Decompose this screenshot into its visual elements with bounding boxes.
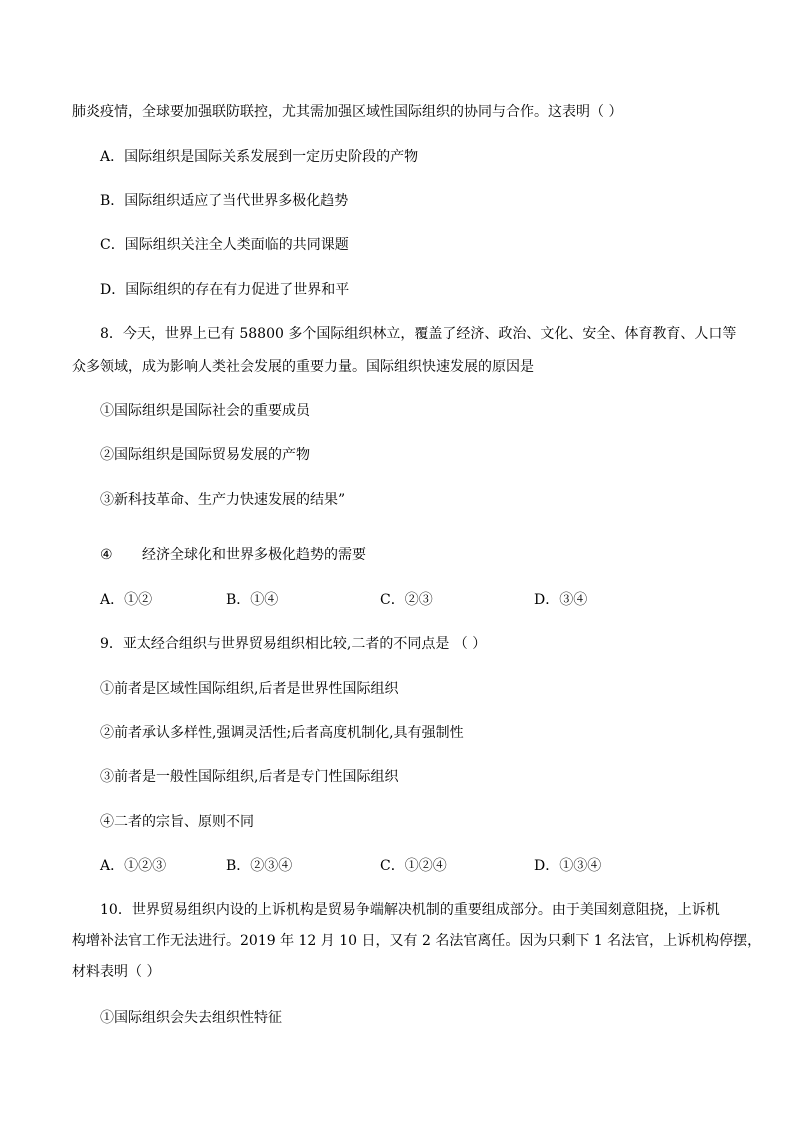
q9-choice-c: C．①②④	[380, 858, 447, 874]
q7-option-b: B．国际组织适应了当代世界多极化趋势	[100, 193, 349, 209]
q9-item-1: ①前者是区域性国际组织,后者是世界性国际组织	[100, 681, 399, 697]
q8-item-4-marker: ④	[100, 547, 113, 563]
q8-choice-a: A．①②	[100, 592, 153, 608]
q9-choice-a: A．①②③	[100, 858, 167, 874]
q8-item-1: ①国际组织是国际社会的重要成员	[100, 403, 310, 419]
q9-choice-d: D．①③④	[534, 858, 602, 874]
q7-stem-tail: 肺炎疫情，全球要加强联防联控，尤其需加强区域性国际组织的协同与合作。这表明（ ）	[72, 104, 623, 120]
q8-stem-line1: 8．今天，世界上已有 58800 多个国际组织林立，覆盖了经济、政治、文化、安全、体育教育、人口等	[100, 326, 737, 342]
q9-stem: 9．亚太经合组织与世界贸易组织相比较,二者的不同点是 （ ）	[100, 636, 487, 652]
q10-stem-line2: 构增补法官工作无法进行。2019 年 12 月 10 日，又有 2 名法官离任。因为只剩下 1 名法官，上诉机构停摆，	[72, 933, 762, 949]
q10-stem-line3: 材料表明（ ）	[72, 964, 161, 980]
q8-stem-line2: 众多领域，成为影响人类社会发展的重要力量。国际组织快速发展的原因是	[72, 359, 534, 375]
q8-item-4-text: 经济全球化和世界多极化趋势的需要	[142, 547, 366, 563]
q10-stem-line1: 10．世界贸易组织内设的上诉机构是贸易争端解决机制的重要组成部分。由于美国刻意阻挠，上诉机	[100, 902, 720, 918]
q7-option-d: D．国际组织的存在有力促进了世界和平	[100, 282, 350, 298]
q7-option-a: A．国际组织是国际关系发展到一定历史阶段的产物	[100, 149, 419, 165]
q8-choice-c: C．②③	[380, 592, 433, 608]
q8-choice-d: D．③④	[534, 592, 588, 608]
q8-item-4	[100, 545, 366, 565]
q8-choice-b: B．①④	[226, 592, 279, 608]
q9-choice-b: B．②③④	[226, 858, 293, 874]
q9-item-4: ④二者的宗旨、原则不同	[100, 814, 254, 830]
q8-item-3: ③新科技革命、生产力快速发展的结果”	[100, 492, 346, 508]
q8-item-2: ②国际组织是国际贸易发展的产物	[100, 447, 310, 463]
q9-item-2: ②前者承认多样性,强调灵活性;后者高度机制化,具有强制性	[100, 725, 464, 741]
q10-item-1: ①国际组织会失去组织性特征	[100, 1010, 282, 1026]
q7-option-c: C．国际组织关注全人类面临的共同课题	[100, 237, 349, 253]
q9-item-3: ③前者是一般性国际组织,后者是专门性国际组织	[100, 769, 399, 785]
